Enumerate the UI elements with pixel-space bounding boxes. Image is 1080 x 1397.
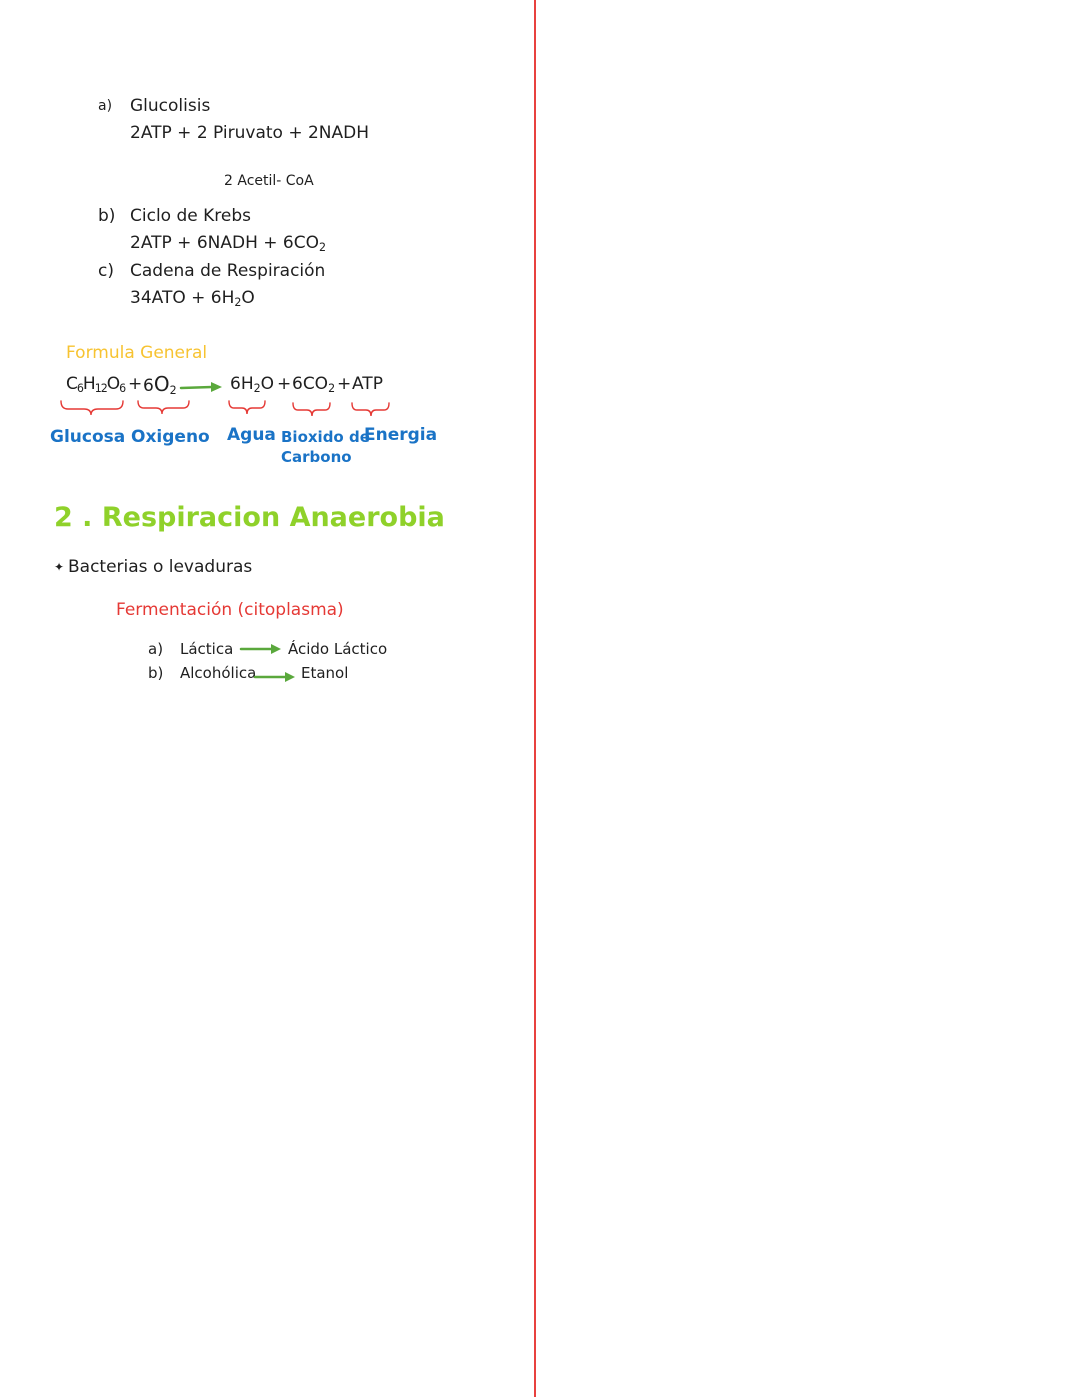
brace-glucose (61, 401, 123, 415)
label-agua: Agua (227, 425, 276, 445)
oxygen-formula: $6O_2$ (143, 372, 177, 397)
arrow-right-icon (240, 643, 284, 655)
krebs-products: 2ATP + 6NADH + $6CO_2$ (130, 233, 326, 254)
alcoholic-type: Alcohólica (180, 664, 257, 682)
atp-formula: ATP (352, 374, 383, 394)
label-glucosa: Glucosa (50, 427, 126, 447)
label-energia: Energia (364, 425, 438, 445)
glucose-formula: $C_6H_{12}O_6$ (66, 374, 126, 395)
brace-oxygen (138, 401, 189, 414)
formula-heading: Formula General (66, 343, 208, 363)
water-formula: $6H_2O$ (230, 374, 275, 395)
brace-water (229, 401, 265, 414)
diamond-bullet-icon: ✦ (54, 560, 65, 574)
list-marker-a: a) (148, 640, 164, 658)
label-oxigeno: Oxigeno (131, 427, 210, 447)
lactic-type: Láctica (180, 640, 234, 658)
list-marker-c: c) (98, 261, 114, 281)
plus-sign: + (128, 374, 143, 394)
cadena-products: $34ATO + 6H_2O$ (130, 288, 255, 309)
alcoholic-product: Etanol (301, 664, 349, 682)
list-marker-b: b) (98, 206, 116, 226)
section-heading: 2 . Respiracion Anaerobia (54, 502, 445, 533)
krebs-title: Ciclo de Krebs (130, 206, 251, 226)
label-carbono: Carbono (281, 448, 352, 466)
glucolisis-products: 2ATP + 2 Piruvato + 2NADH (130, 123, 370, 143)
acetil-coa-label: 2 Acetil- CoA (224, 173, 314, 189)
bullet-text: Bacterias o levaduras (68, 557, 253, 577)
cadena-title: Cadena de Respiración (130, 261, 326, 281)
arrow-right-icon (254, 671, 298, 683)
plus-sign: + (277, 374, 292, 394)
list-marker-b: b) (148, 664, 164, 682)
fermentation-heading: Fermentación (citoplasma) (116, 600, 344, 620)
brace-co2 (293, 403, 330, 416)
label-bioxido: Bioxido de (281, 428, 370, 446)
list-marker-a: a) (98, 98, 113, 114)
brace-atp (352, 403, 389, 416)
under-braces (0, 0, 540, 430)
co2-formula: $6CO_2$ (292, 374, 336, 395)
plus-sign: + (337, 374, 352, 394)
glucolisis-title: Glucolisis (130, 96, 211, 116)
lactic-product: Ácido Láctico (288, 640, 388, 658)
